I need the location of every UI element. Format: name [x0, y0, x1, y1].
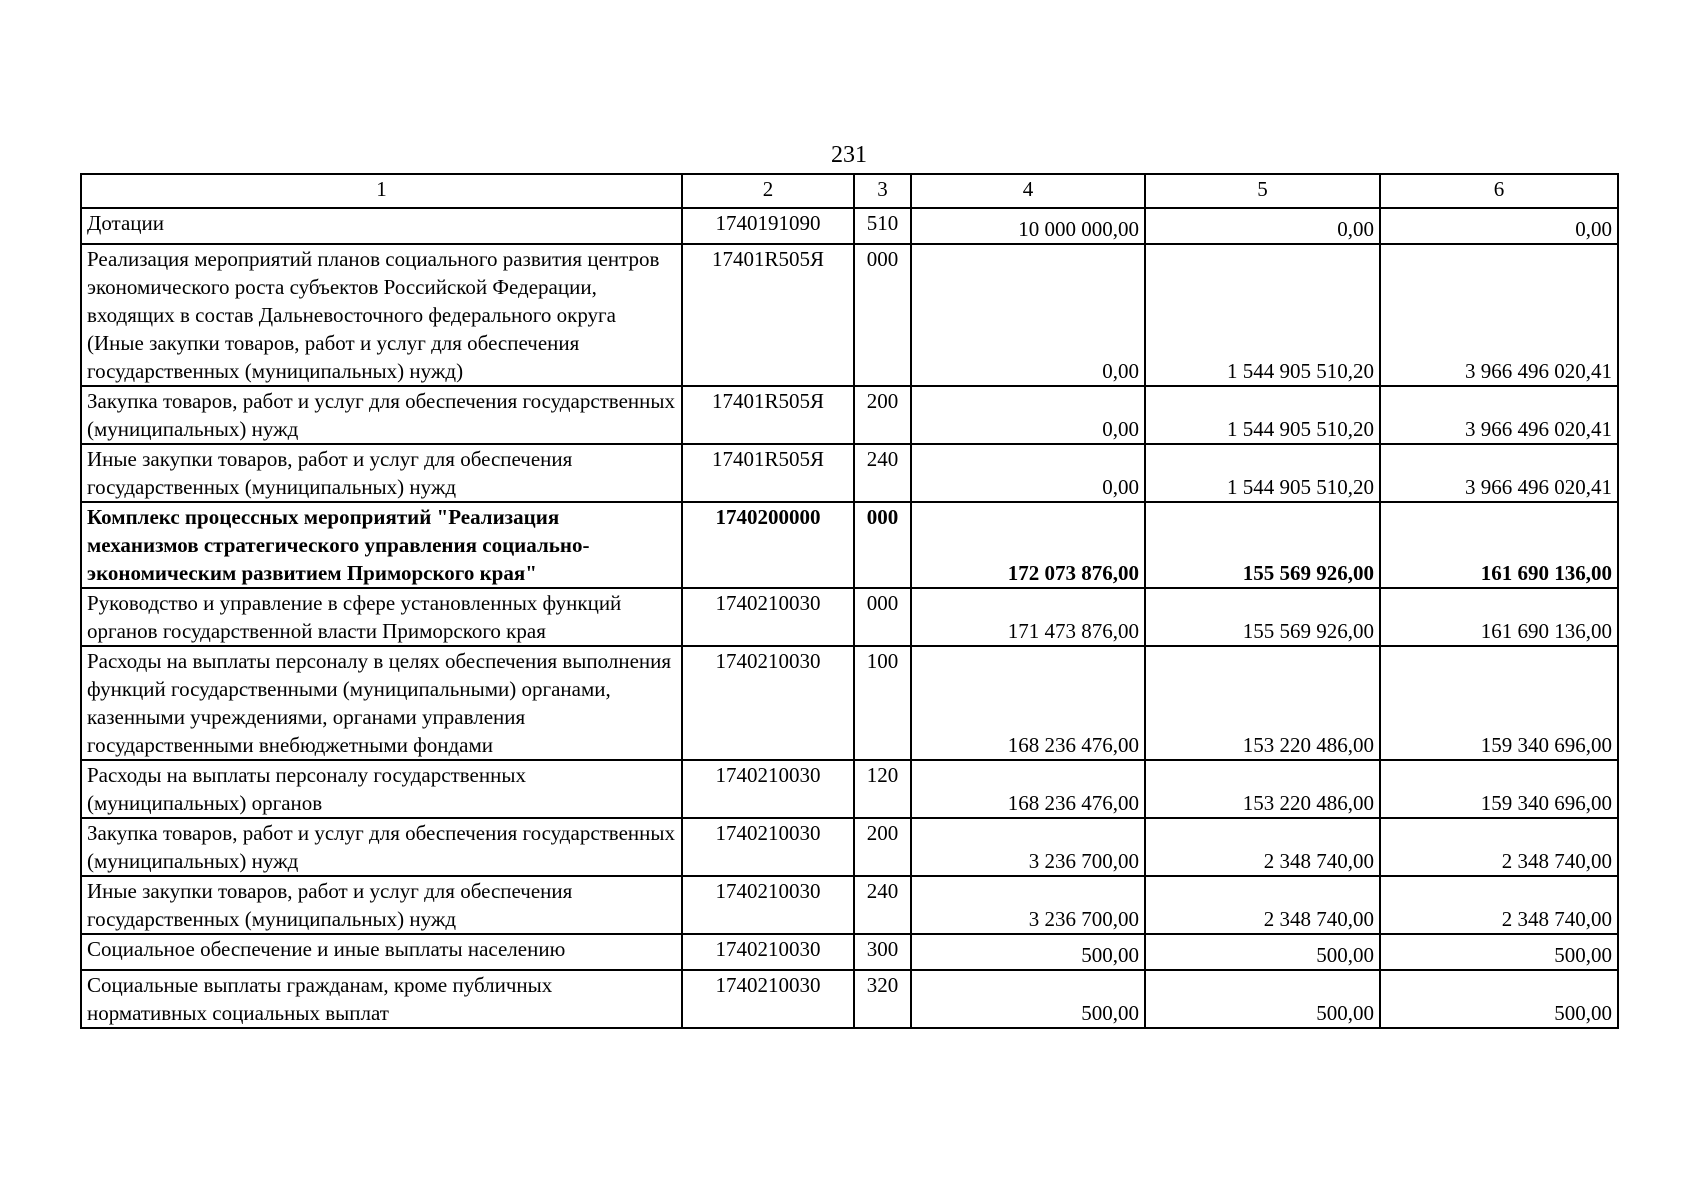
- row-value-4: 500,00: [911, 934, 1145, 970]
- row-code: 1740210030: [682, 760, 854, 818]
- row-name: Закупка товаров, работ и услуг для обеспечения государственных (муниципальных) нужд: [81, 818, 682, 876]
- row-value-6: 161 690 136,00: [1380, 588, 1618, 646]
- row-value-4: 10 000 000,00: [911, 208, 1145, 244]
- table-row: [81, 444, 1618, 502]
- row-kind: 200: [854, 386, 911, 444]
- column-header: 2: [682, 174, 854, 208]
- row-name: Иные закупки товаров, работ и услуг для обеспечения государственных (муниципальных) нужд: [81, 876, 682, 934]
- budget-table: [80, 173, 1619, 1029]
- row-code: 17401R505Я: [682, 444, 854, 502]
- row-name: Расходы на выплаты персоналу в целях обеспечения выполнения функций государственными (муниципальными) органами, казенными учреждениями, органами управления государственными внебюджетными фондами: [81, 646, 682, 760]
- row-value-5: 1 544 905 510,20: [1145, 386, 1380, 444]
- row-value-6: 3 966 496 020,41: [1380, 444, 1618, 502]
- table-header-row: [81, 174, 1618, 208]
- table-row: [81, 244, 1618, 386]
- table-row: [81, 208, 1618, 244]
- row-value-6: 2 348 740,00: [1380, 818, 1618, 876]
- row-value-5: 153 220 486,00: [1145, 646, 1380, 760]
- row-value-6: 2 348 740,00: [1380, 876, 1618, 934]
- row-code: 1740210030: [682, 818, 854, 876]
- row-kind: 000: [854, 244, 911, 386]
- row-value-5: 1 544 905 510,20: [1145, 444, 1380, 502]
- row-code: 1740200000: [682, 502, 854, 588]
- row-value-6: 500,00: [1380, 970, 1618, 1028]
- row-code: 17401R505Я: [682, 244, 854, 386]
- row-value-4: 0,00: [911, 444, 1145, 502]
- table-row: [81, 970, 1618, 1028]
- row-value-6: 161 690 136,00: [1380, 502, 1618, 588]
- row-value-4: 0,00: [911, 244, 1145, 386]
- row-value-5: 155 569 926,00: [1145, 502, 1380, 588]
- column-header: 1: [81, 174, 682, 208]
- column-header: 4: [911, 174, 1145, 208]
- row-value-4: 172 073 876,00: [911, 502, 1145, 588]
- row-code: 1740210030: [682, 934, 854, 970]
- table-row: [81, 876, 1618, 934]
- row-kind: 000: [854, 588, 911, 646]
- row-kind: 000: [854, 502, 911, 588]
- row-value-5: 500,00: [1145, 934, 1380, 970]
- row-kind: 240: [854, 876, 911, 934]
- row-name: Руководство и управление в сфере установленных функций органов государственной власти Приморского края: [81, 588, 682, 646]
- table-row: [81, 646, 1618, 760]
- row-value-6: 0,00: [1380, 208, 1618, 244]
- row-code: 1740210030: [682, 876, 854, 934]
- row-code: 17401R505Я: [682, 386, 854, 444]
- row-value-6: 159 340 696,00: [1380, 646, 1618, 760]
- row-name: Социальные выплаты гражданам, кроме публичных нормативных социальных выплат: [81, 970, 682, 1028]
- row-name: Закупка товаров, работ и услуг для обеспечения государственных (муниципальных) нужд: [81, 386, 682, 444]
- row-value-4: 168 236 476,00: [911, 760, 1145, 818]
- row-code: 1740210030: [682, 646, 854, 760]
- row-kind: 120: [854, 760, 911, 818]
- row-value-5: 1 544 905 510,20: [1145, 244, 1380, 386]
- row-kind: 200: [854, 818, 911, 876]
- row-value-5: 2 348 740,00: [1145, 818, 1380, 876]
- row-value-4: 171 473 876,00: [911, 588, 1145, 646]
- column-header: 3: [854, 174, 911, 208]
- row-code: 1740191090: [682, 208, 854, 244]
- row-kind: 510: [854, 208, 911, 244]
- row-value-6: 3 966 496 020,41: [1380, 244, 1618, 386]
- row-value-6: 3 966 496 020,41: [1380, 386, 1618, 444]
- row-value-4: 168 236 476,00: [911, 646, 1145, 760]
- row-kind: 100: [854, 646, 911, 760]
- row-name: Реализация мероприятий планов социального развития центров экономического роста субъектов Российской Федерации, входящих в состав Дальневосточного федерального округа (Иные закупки товаров, работ и услуг для обеспечения государственных (муниципальных) нужд): [81, 244, 682, 386]
- table-row: [81, 818, 1618, 876]
- row-kind: 240: [854, 444, 911, 502]
- row-name: Иные закупки товаров, работ и услуг для обеспечения государственных (муниципальных) нужд: [81, 444, 682, 502]
- page-number: 231: [831, 142, 867, 168]
- row-value-5: 153 220 486,00: [1145, 760, 1380, 818]
- row-value-5: 155 569 926,00: [1145, 588, 1380, 646]
- table-row: [81, 760, 1618, 818]
- column-header: 5: [1145, 174, 1380, 208]
- row-value-4: 0,00: [911, 386, 1145, 444]
- row-value-6: 500,00: [1380, 934, 1618, 970]
- row-value-6: 159 340 696,00: [1380, 760, 1618, 818]
- column-header: 6: [1380, 174, 1618, 208]
- table-row: [81, 934, 1618, 970]
- table-row: [81, 588, 1618, 646]
- row-value-4: 3 236 700,00: [911, 818, 1145, 876]
- row-name: Комплекс процессных мероприятий "Реализация механизмов стратегического управления социально-экономическим развитием Приморского края": [81, 502, 682, 588]
- table-row-section: [81, 502, 1618, 588]
- row-value-4: 500,00: [911, 970, 1145, 1028]
- row-name: Социальное обеспечение и иные выплаты населению: [81, 934, 682, 970]
- row-name: Дотации: [81, 208, 682, 244]
- row-kind: 320: [854, 970, 911, 1028]
- row-value-4: 3 236 700,00: [911, 876, 1145, 934]
- row-value-5: 500,00: [1145, 970, 1380, 1028]
- row-name: Расходы на выплаты персоналу государственных (муниципальных) органов: [81, 760, 682, 818]
- row-value-5: 2 348 740,00: [1145, 876, 1380, 934]
- row-code: 1740210030: [682, 970, 854, 1028]
- row-kind: 300: [854, 934, 911, 970]
- row-value-5: 0,00: [1145, 208, 1380, 244]
- table-row: [81, 386, 1618, 444]
- row-code: 1740210030: [682, 588, 854, 646]
